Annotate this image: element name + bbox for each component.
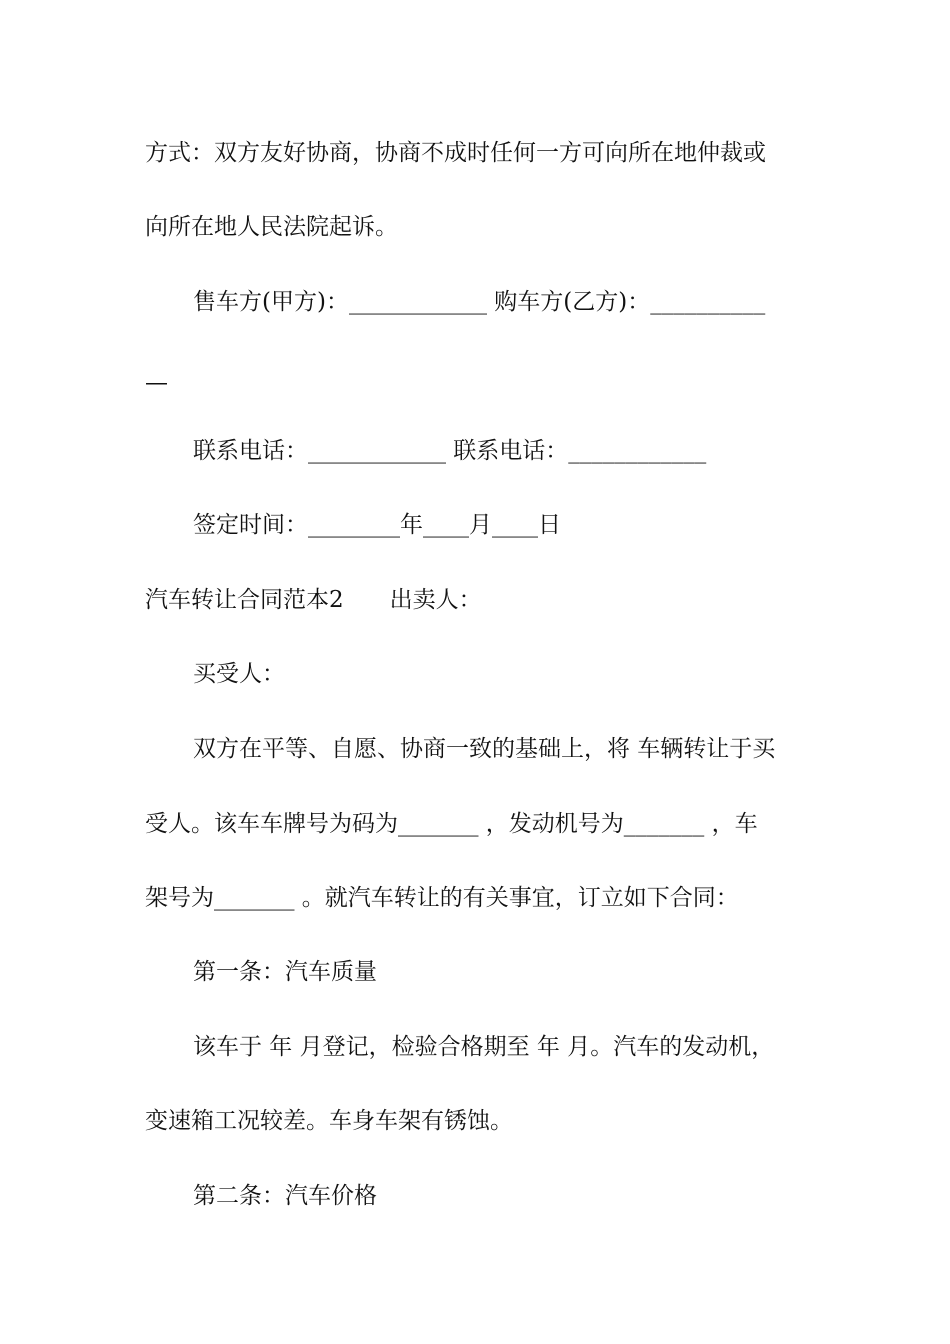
buyer-label: 买受人：: [193, 661, 285, 687]
article-1-body-line-1: 该车于 年 月登记，检验合格期至 年 月。汽车的发动机，: [193, 1034, 775, 1060]
paragraph-agreement-line-1: 双方在平等、自愿、协商一致的基础上，将 车辆转让于买: [193, 736, 776, 762]
paragraph-dispute-resolution-line-2: 向所在地人民法院起诉。: [145, 214, 398, 240]
article-2-heading: 第二条：汽车价格: [193, 1183, 377, 1209]
signature-line-continuation: —: [145, 370, 168, 396]
paragraph-agreement-line-2: 受人。该车车牌号为码为_______ ，发动机号为_______ ，车: [145, 811, 758, 837]
seller-buyer-signature-line: 售车方(甲方)：____________ 购车方(乙方)：__________: [193, 289, 766, 315]
signing-date-line: 签定时间：________年____月____日: [193, 512, 561, 538]
contact-phone-line: 联系电话：____________ 联系电话：____________: [193, 438, 707, 464]
article-1-body-line-2: 变速箱工况较差。车身车架有锈蚀。: [145, 1108, 513, 1134]
paragraph-agreement-line-3: 架号为_______ 。就汽车转让的有关事宜，订立如下合同：: [145, 885, 739, 911]
article-1-heading: 第一条：汽车质量: [193, 959, 377, 985]
contract-sample-2-title: 汽车转让合同范本2 出卖人：: [145, 587, 482, 613]
paragraph-dispute-resolution-line-1: 方式：双方友好协商，协商不成时任何一方可向所在地仲裁或: [145, 140, 766, 166]
